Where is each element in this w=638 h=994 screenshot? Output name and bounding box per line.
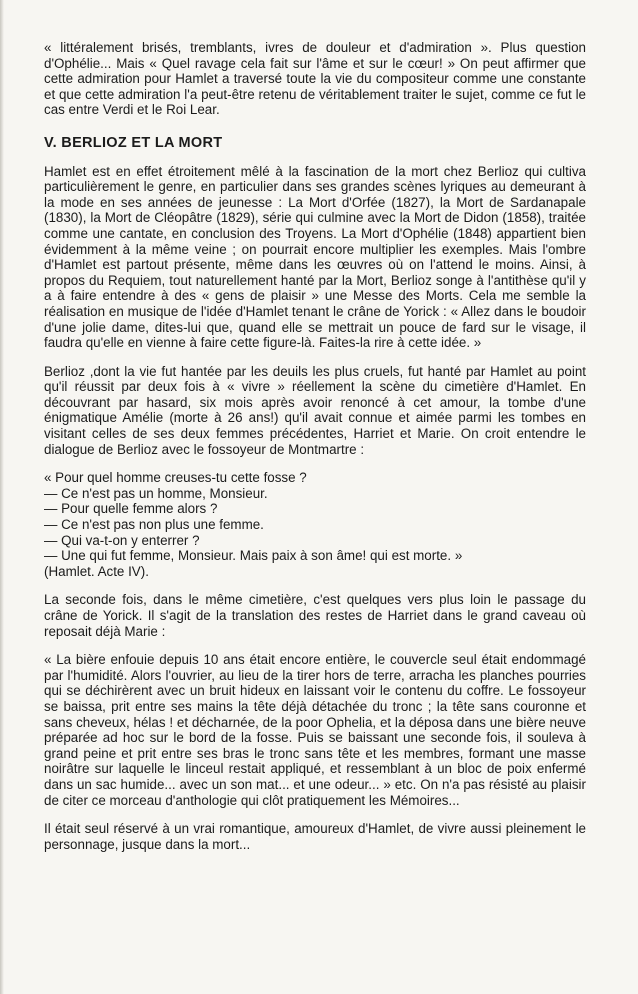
document-page	[44, 40, 586, 865]
dialogue-source: (Hamlet. Acte IV).	[44, 563, 149, 579]
dialogue-line: — Pour quelle femme alors ?	[44, 501, 218, 517]
paragraph-mort: Hamlet est en effet étroitement mêlé à la fascination de la mort chez Berlioz qui cultiva particulièrement le genre, en particulier dans ses grandes scènes lyriques au demeurant à la mode en ses années de jeunesse : La Mort d'Orfée (1827), la Mort de Sardanapale (1830), la Mort de Cléopâtre (1829), série qui culmine avec la Mort de Didon (1858), traitée comme une cantate, en conclusion des Troyens. La Mort d'Ophélie (1848) appartient bien évidemment à la même veine ; on pourrait encore multiplier les exemples. Mais l'ombre d'Hamlet est partout présente, même dans les œuvres où on l'attend le moins. Ainsi, à propos du Requiem, tout naturellement hanté par la Mort, Berlioz songe à l'antithèse qu'il y a à faire entendre à des « gens de plaisir » une Messe des Morts. Cela me semble la réalisation en musique de l'idée d'Hamlet tenant le crâne de Yorick : « Allez dans le boudoir d'une jolie dame, dites-lui que, quand elle se mettrait un pouce de fard sur le visage, il faudra qu'elle en vienne à faire cette figure-là. Faites-la rire à cette idée. »	[44, 163, 586, 351]
paragraph-citation-memoires: « La bière enfouie depuis 10 ans était encore entière, le couvercle seul était endommagé par l'humidité. Alors l'ouvrier, au lieu de la tirer hors de terre, arracha les planches pourries qui se déchirèrent avec un bruit hideux en laissant voir le contenu du coffre. Le fossoyeur se baissa, prit entre ses mains la tête déjà détachée du tronc ; la tête sans couronne et sans cheveux, hélas ! et décharnée, de la poor Ophelia, et la déposa dans une bière neuve préparée ad hoc sur le bord de la fosse. Puis se baissant une seconde fois, il souleva à grand peine et prit entre ses bras le tronc sans tête et les membres, formant une masse noirâtre sur laquelle le linceul restait appliqué, et ressemblant à un bloc de poix enfermé dans un sac humide... avec un son mat... et une odeur... » etc. On n'a pas résisté au plaisir de citer ce morceau d'anthologie qui clôt pratiquement les Mémoires...	[44, 652, 586, 808]
dialogue-line: — Ce n'est pas non plus une femme.	[44, 517, 264, 533]
dialogue-line: — Ce n'est pas un homme, Monsieur.	[44, 485, 268, 501]
page-edge-shadow	[0, 0, 4, 994]
intro-paragraph: « littéralement brisés, tremblants, ivres de douleur et d'admiration ». Plus question d'Ophélie... Mais « Quel ravage cela fait sur l'âme et sur le cœur! » On peut affirmer que cette admiration pour Hamlet a traversé toute la vie du compositeur comme une constante et que cette admiration l'a peut-être retenu de véritablement traiter le sujet, comme ce fut le cas entre Verdi et le Roi Lear.	[44, 40, 586, 118]
dialogue-line: « Pour quel homme creuses-tu cette fosse ?	[44, 470, 307, 486]
dialogue-line: — Une qui fut femme, Monsieur. Mais paix à son âme! qui est morte. »	[44, 548, 463, 564]
paragraph-conclusion: Il était seul réservé à un vrai romantique, amoureux d'Hamlet, de vivre aussi pleinement le personnage, jusque dans la mort...	[44, 821, 586, 852]
section-title: V. BERLIOZ ET LA MORT	[44, 134, 223, 151]
paragraph-seconde-fois: La seconde fois, dans le même cimetière, c'est quelques vers plus loin le passage du crâne de Yorick. Il s'agit de la translation des restes de Harriet dans le grand caveau où reposait déjà Marie :	[44, 592, 586, 639]
paragraph-deuils: Berlioz ,dont la vie fut hantée par les deuils les plus cruels, fut hanté par Hamlet au point qu'il réussit par deux fois à « vivre » réellement la scène du cimetière d'Hamlet. En découvrant par hasard, six mois après avoir renoncé à cet amour, la tombe d'une énigmatique Amélie (morte à 26 ans!) qu'il avait connue et aimée parmi les tombes en visitant celles de ses deux femmes précédentes, Harriet et Marie. On croit entendre le dialogue de Berlioz avec le fossoyeur de Montmartre :	[44, 363, 586, 457]
dialogue-line: — Qui va-t-on y enterrer ?	[44, 532, 200, 548]
fossoyeur-dialogue	[44, 470, 586, 579]
